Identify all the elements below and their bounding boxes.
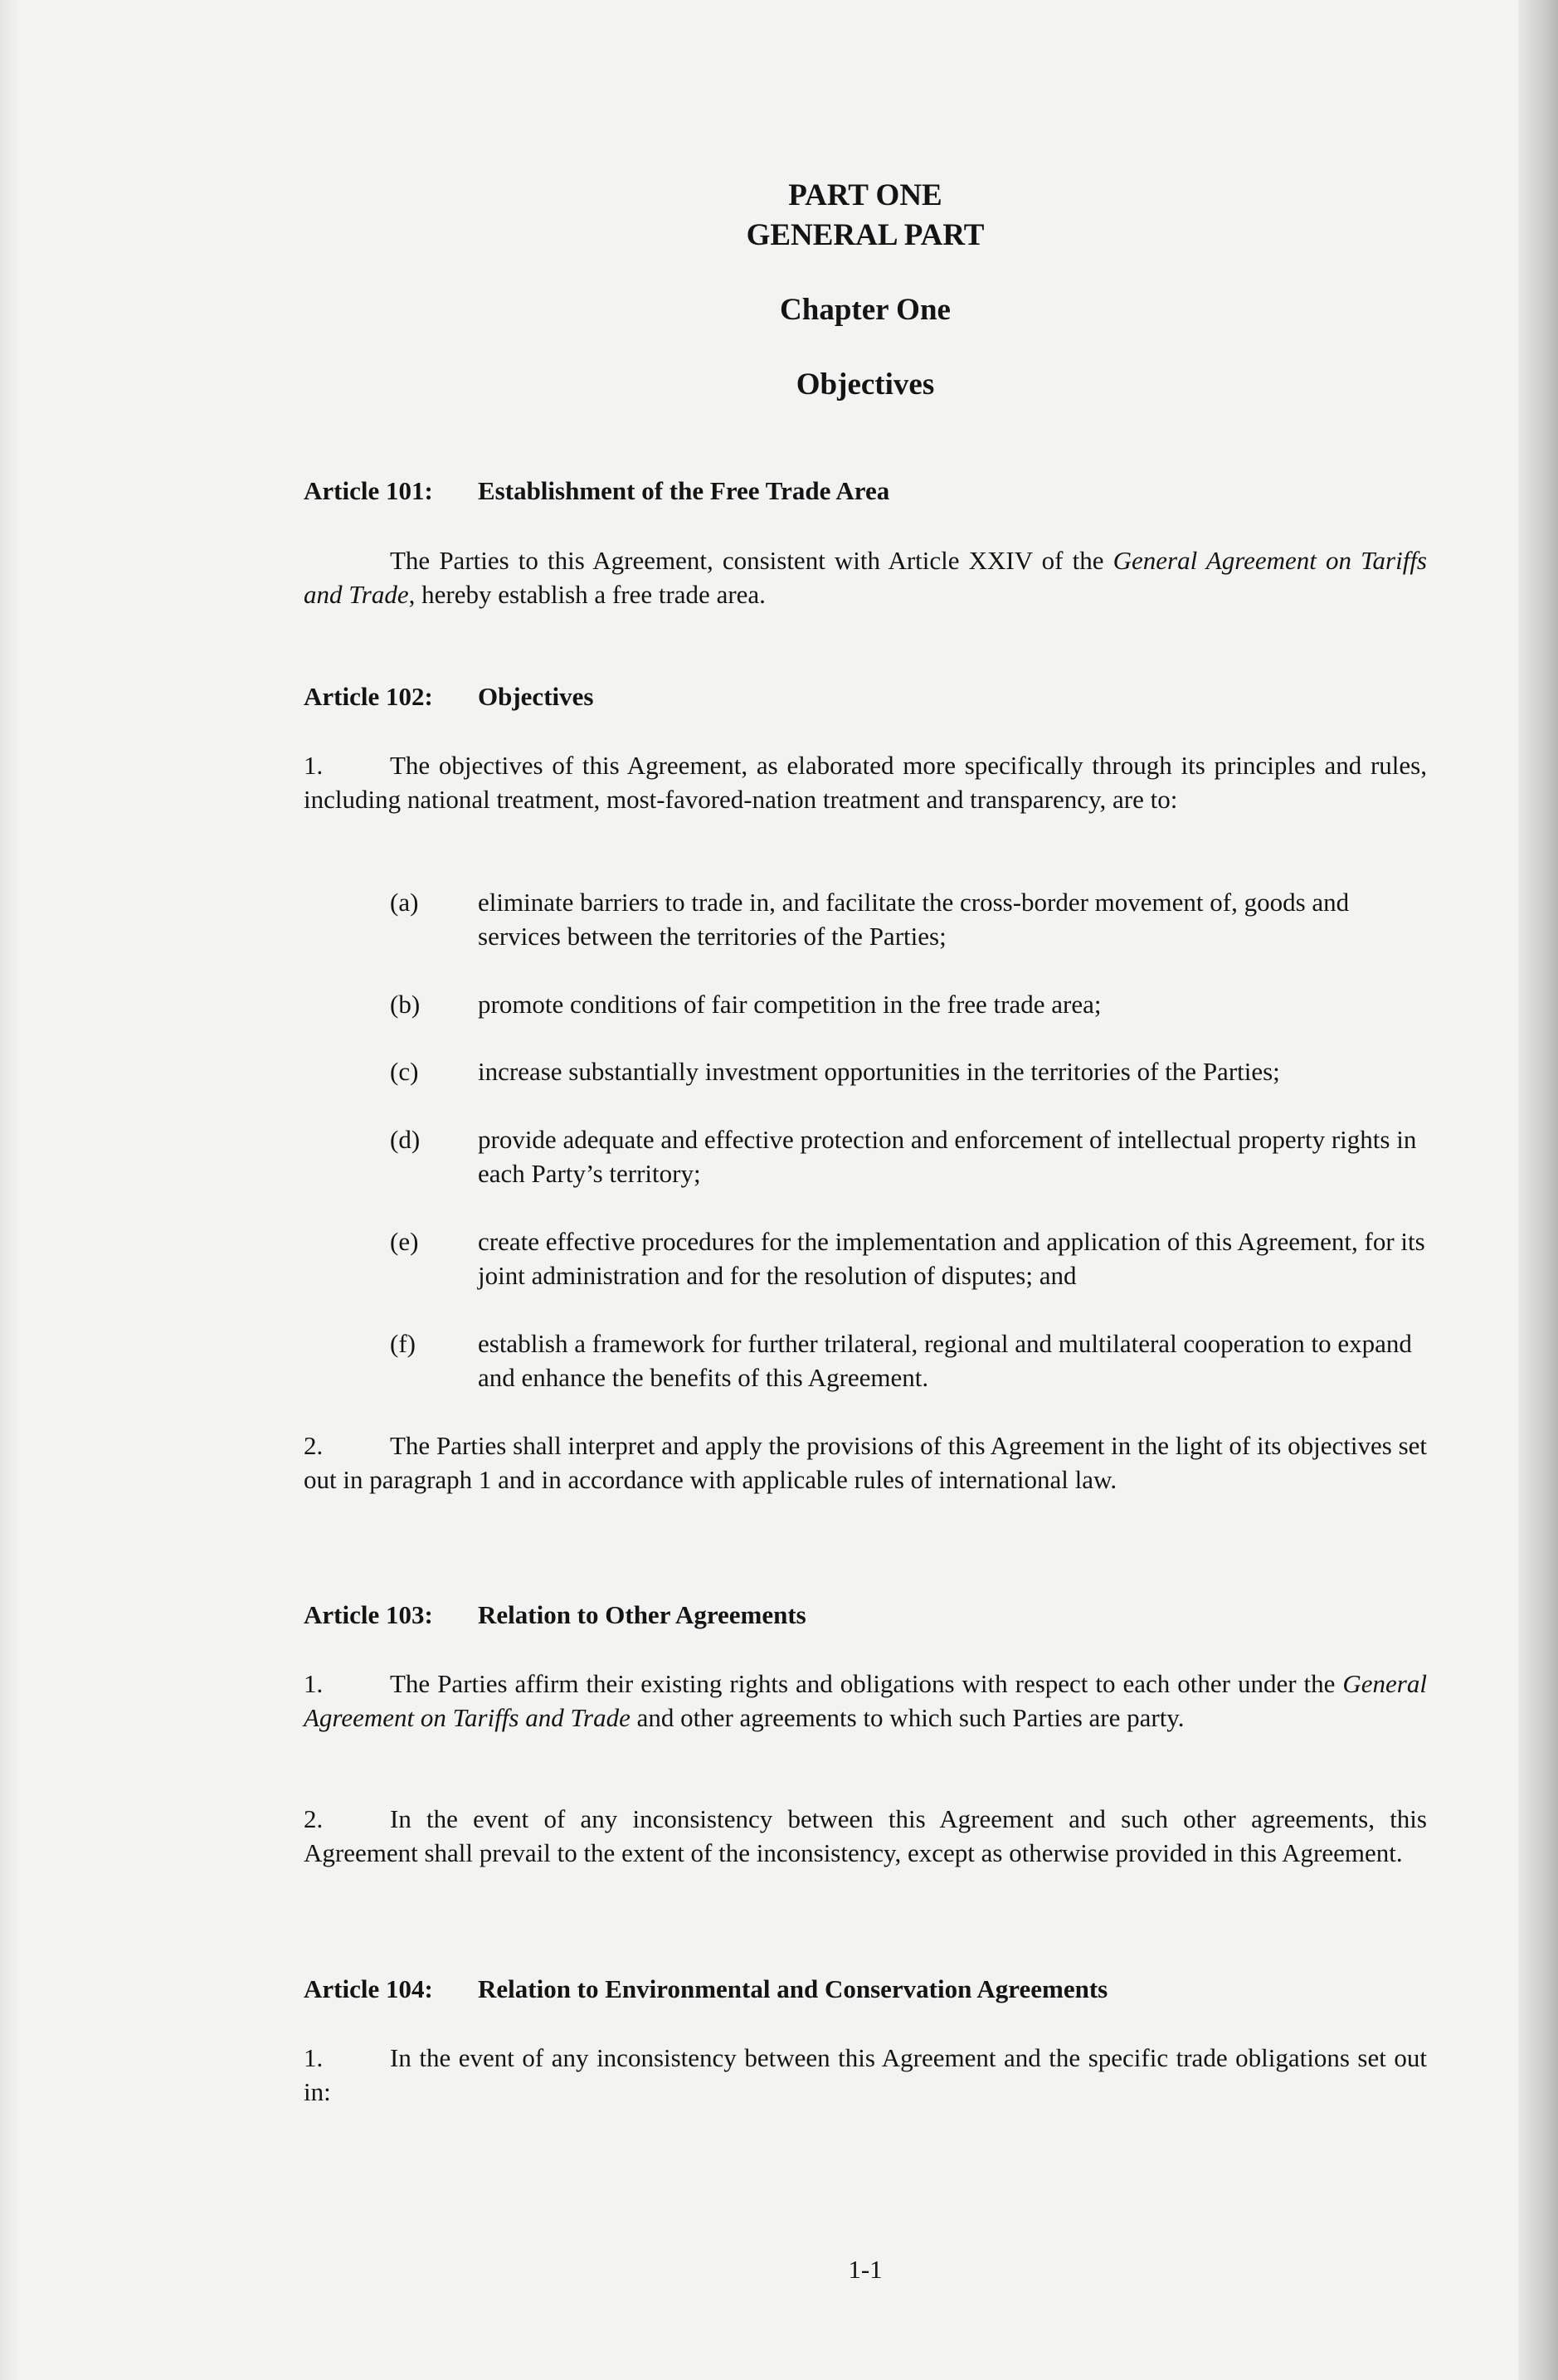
- article-title: Objectives: [478, 682, 594, 711]
- chapter-subtitle: Objectives: [796, 367, 935, 402]
- article-number: Article 103:: [304, 1600, 433, 1629]
- item-text: create effective procedures for the implementation and application of this Agreement, for its joint administration and for the resolution of disputes; and: [478, 1227, 1425, 1290]
- item-text: establish a framework for further trilateral, regional and multilateral cooperation to expand and enhance the benefits of this Agreement.: [478, 1329, 1412, 1392]
- paragraph-number: 1.: [304, 1669, 324, 1698]
- article-title: Relation to Environmental and Conservation Agreements: [478, 1974, 1108, 2003]
- article-103-paragraph-1: [304, 1667, 1427, 1735]
- part-heading-line1: PART ONE: [788, 178, 942, 212]
- article-104-paragraph-1: [304, 2041, 1427, 2109]
- article-102-heading: [304, 680, 593, 713]
- paragraph-text: The Parties shall interpret and apply the provisions of this Agreement in the light of its objectives set out in paragraph 1 and in accordance with applicable rules of international law.: [304, 1431, 1427, 1494]
- paragraph-number: 2.: [304, 1431, 324, 1460]
- article-103-paragraph-2: [304, 1802, 1427, 1870]
- article-103-heading: [304, 1599, 806, 1632]
- list-item: [390, 885, 1427, 953]
- paragraph-number: 1.: [304, 751, 324, 780]
- article-title: Establishment of the Free Trade Area: [478, 476, 890, 505]
- text-run: , hereby establish a free trade area.: [408, 580, 766, 609]
- article-number: Article 102:: [304, 682, 433, 711]
- text-run: and other agreements to which such Parties are party.: [630, 1703, 1185, 1732]
- article-number: Article 104:: [304, 1974, 433, 2003]
- text-run: The Parties to this Agreement, consistent with Article XXIV of the: [390, 546, 1113, 575]
- paragraph-text: The objectives of this Agreement, as elaborated more specifically through its principles and rules, including national treatment, most-favored-nation treatment and transparency, are to:: [304, 751, 1427, 814]
- page-right-edge-shadow: [1518, 0, 1558, 2380]
- list-item: [390, 1326, 1427, 1394]
- italic-title: General Agreement on Tariffs and Trade: [304, 1669, 1427, 1732]
- italic-title: General Agreement on Tariffs and Trade: [304, 546, 1427, 609]
- item-label: (f): [390, 1329, 416, 1358]
- page-number: 1-1: [848, 2255, 883, 2284]
- item-text: provide adequate and effective protection and enforcement of intellectual property rights in each Party’s territory;: [478, 1125, 1417, 1188]
- item-text: eliminate barriers to trade in, and facilitate the cross-border movement of, goods and services between the territories of the Parties;: [478, 888, 1350, 951]
- text-run: The Parties affirm their existing rights and obligations with respect to each other under the: [390, 1669, 1343, 1698]
- item-label: (b): [390, 990, 421, 1019]
- article-101-heading: [304, 475, 889, 508]
- item-label: (d): [390, 1125, 421, 1154]
- page-left-edge: [0, 0, 18, 2380]
- item-label: (e): [390, 1227, 419, 1256]
- article-104-heading: [304, 1973, 1108, 2006]
- article-102-paragraph-1: [304, 748, 1427, 816]
- article-number: Article 101:: [304, 476, 433, 505]
- item-label: (a): [390, 888, 419, 917]
- list-item: [390, 1224, 1427, 1292]
- chapter-title: Chapter One: [780, 293, 951, 327]
- document-page: [304, 0, 1427, 2380]
- paragraph-number: 2.: [304, 1804, 324, 1833]
- article-102-paragraph-2: [304, 1428, 1427, 1497]
- list-item: [390, 1054, 1427, 1088]
- list-item: [390, 987, 1427, 1021]
- paragraph-text: In the event of any inconsistency between this Agreement and the specific trade obligations set out in:: [304, 2043, 1427, 2106]
- article-101-paragraph: [304, 543, 1427, 611]
- item-text: increase substantially investment opportunities in the territories of the Parties;: [478, 1057, 1280, 1086]
- paragraph-number: 1.: [304, 2043, 324, 2072]
- article-title: Relation to Other Agreements: [478, 1600, 806, 1629]
- list-item: [390, 1122, 1427, 1190]
- item-text: promote conditions of fair competition in the free trade area;: [478, 990, 1102, 1019]
- item-label: (c): [390, 1057, 419, 1086]
- paragraph-text: In the event of any inconsistency between this Agreement and such other agreements, this Agreement shall prevail to the extent of the inconsistency, except as otherwise provided in this Agreement.: [304, 1804, 1427, 1867]
- part-heading-line2: GENERAL PART: [746, 218, 985, 252]
